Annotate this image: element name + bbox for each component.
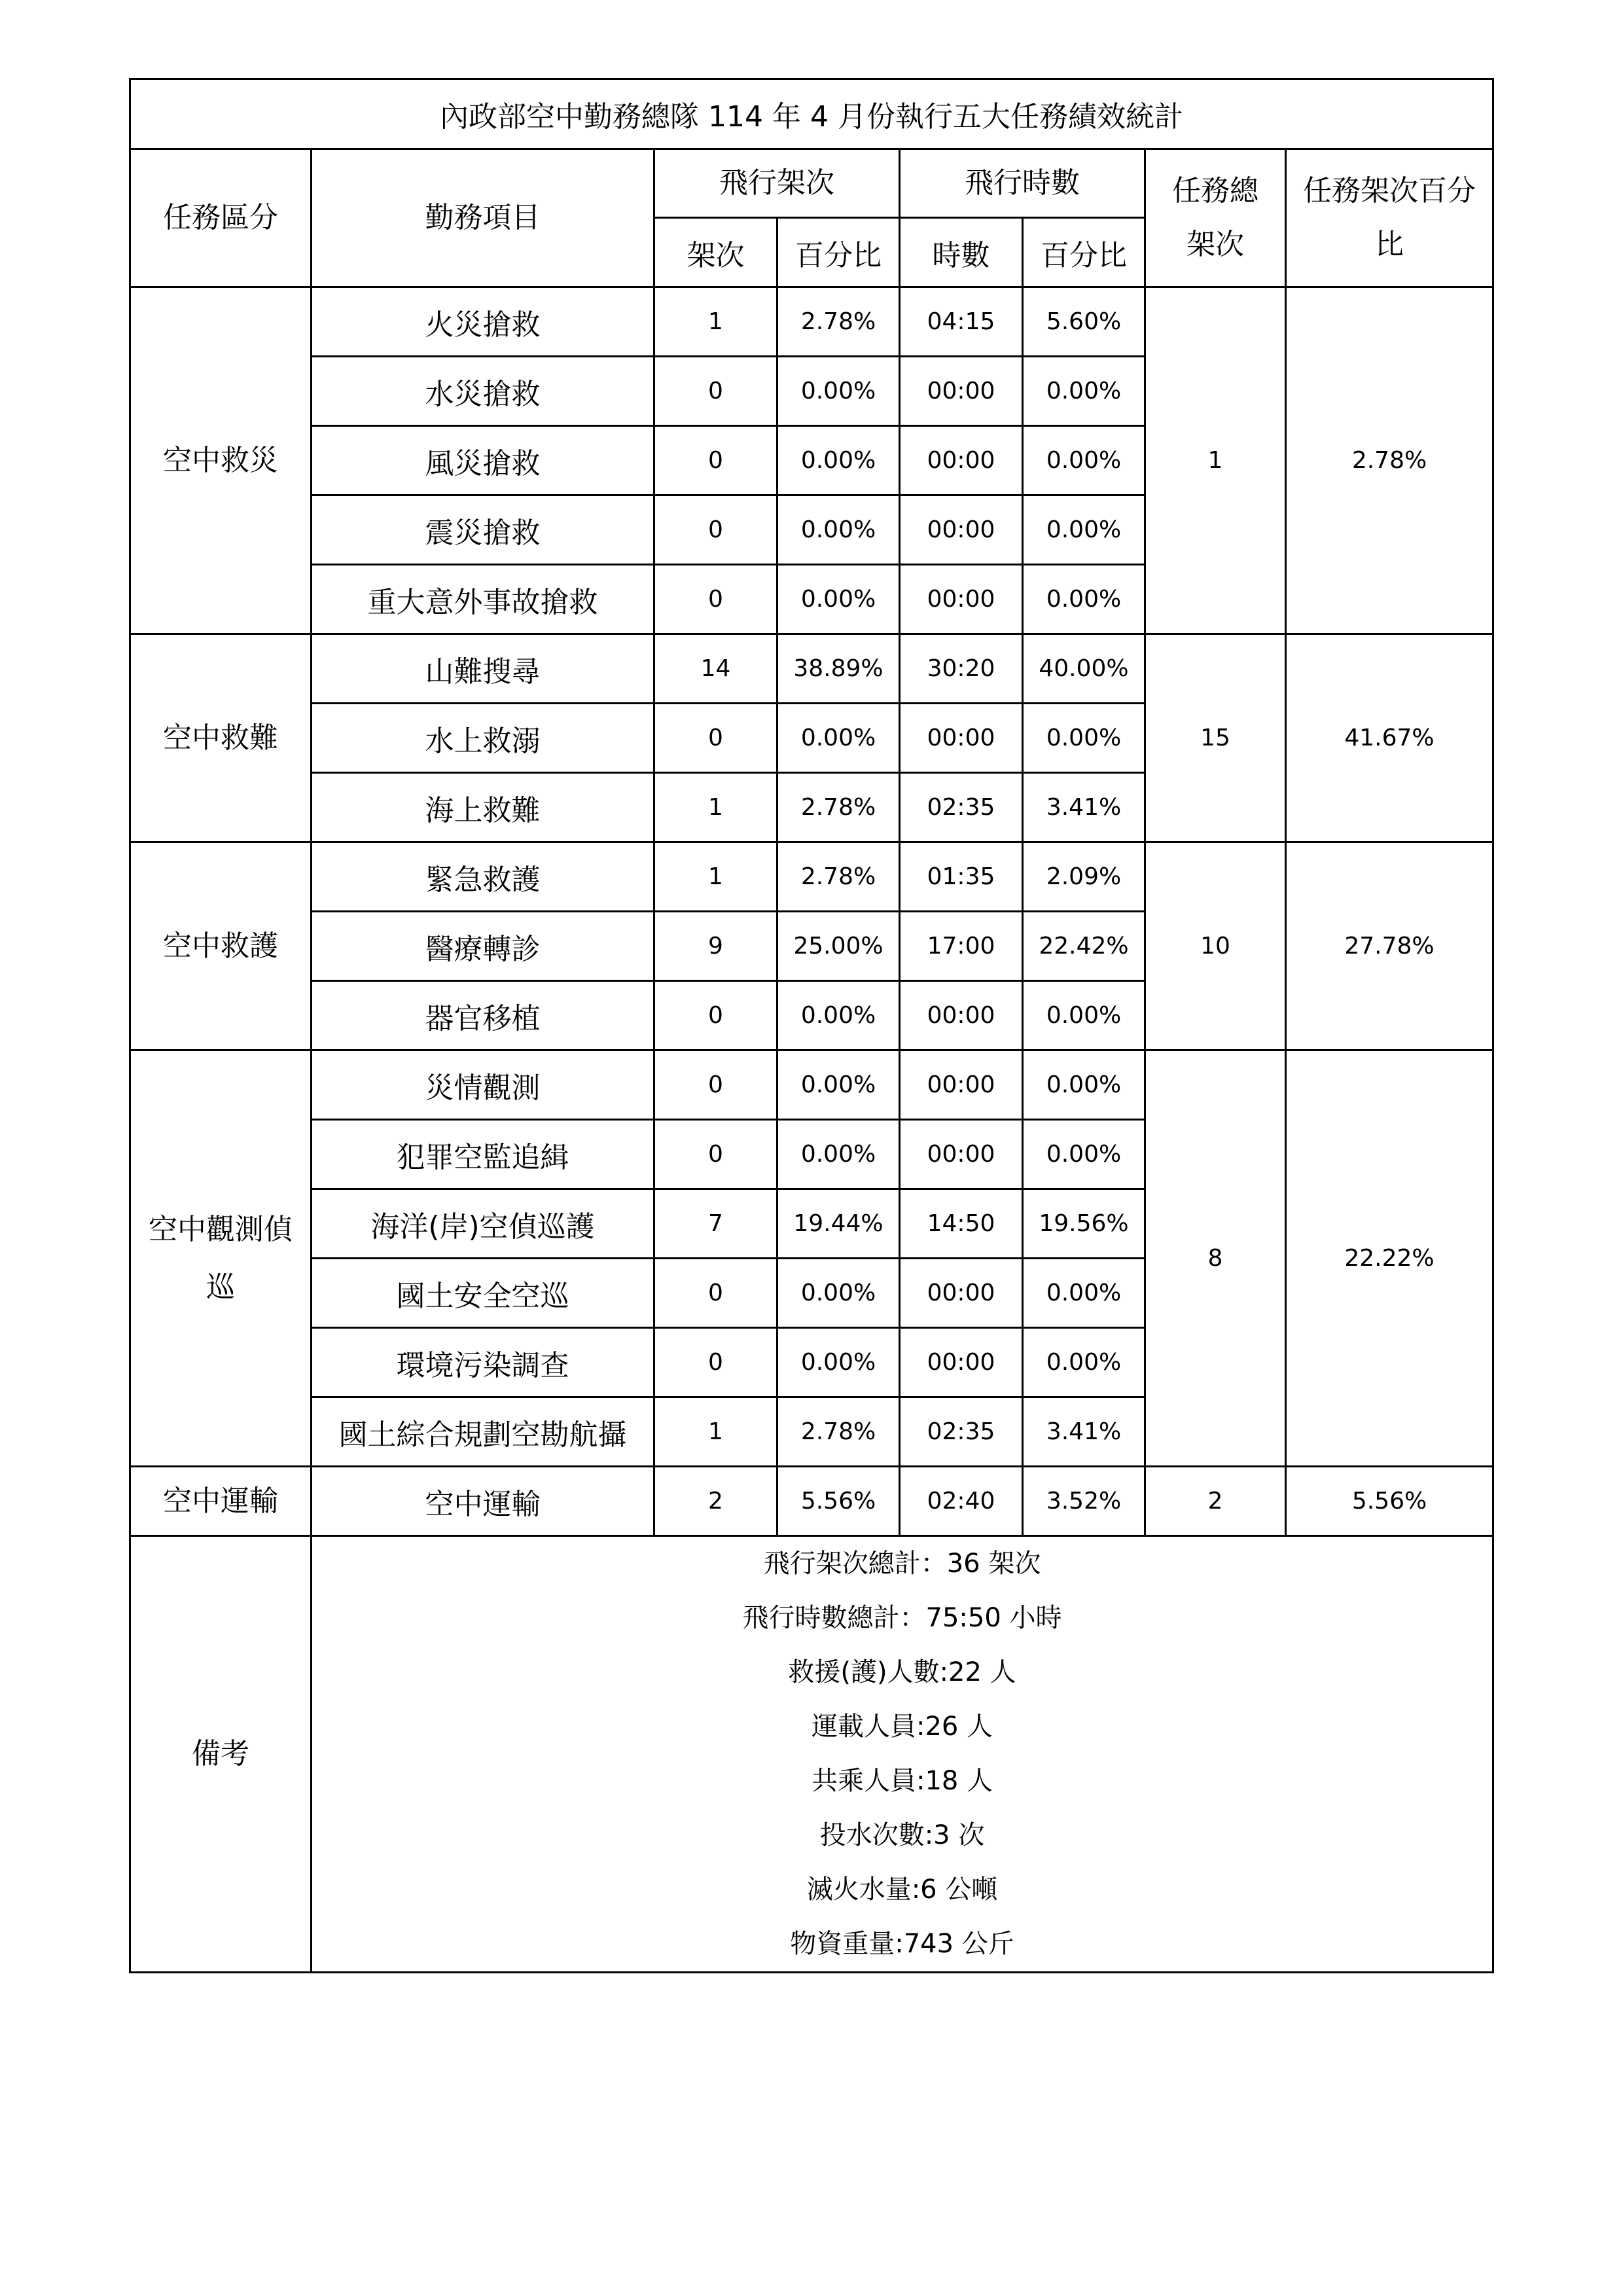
table-title: 內政部空中勤務總隊 114 年 4 月份執行五大任務績效統計 (130, 79, 1493, 149)
note-line: 投水次數:3 次 (819, 1820, 985, 1850)
hours-percent-value: 5.60% (1023, 287, 1145, 357)
hours-percent-value: 3.41% (1023, 773, 1145, 842)
sorties-percent-value: 0.00% (777, 704, 900, 773)
hours-percent-value: 0.00% (1023, 565, 1145, 634)
category-cell: 空中運輸 (130, 1467, 312, 1536)
hours-percent-value: 0.00% (1023, 495, 1145, 565)
category-cell: 空中救災 (130, 287, 312, 634)
category-total-sorties: 10 (1145, 842, 1286, 1050)
sorties-value: 0 (654, 1328, 777, 1397)
subheader-sorties: 架次 (654, 218, 777, 287)
table-row (130, 842, 1493, 912)
subheader-hours-percent: 百分比 (1023, 218, 1145, 287)
header-total-sorties: 任務總架次 (1145, 149, 1286, 287)
hours-value: 00:00 (900, 495, 1023, 565)
notes-label: 備考 (130, 1536, 312, 1973)
sorties-value: 0 (654, 981, 777, 1050)
hours-value: 04:15 (900, 287, 1023, 357)
sorties-value: 0 (654, 1120, 777, 1189)
hours-percent-value: 40.00% (1023, 634, 1145, 704)
item-name: 火災搶救 (312, 287, 654, 357)
header-hours: 飛行時數 (900, 149, 1145, 218)
subheader-sorties-percent: 百分比 (777, 218, 900, 287)
category-sortie-percent: 41.67% (1286, 634, 1493, 842)
sorties-percent-value: 0.00% (777, 981, 900, 1050)
header-category: 任務區分 (130, 149, 312, 287)
category-sortie-percent: 22.22% (1286, 1050, 1493, 1467)
item-name: 國土綜合規劃空勘航攝 (312, 1397, 654, 1467)
hours-value: 00:00 (900, 1328, 1023, 1397)
hours-value: 00:00 (900, 565, 1023, 634)
hours-value: 00:00 (900, 1120, 1023, 1189)
performance-table (129, 78, 1494, 1973)
sorties-value: 0 (654, 704, 777, 773)
item-name: 犯罪空監追緝 (312, 1120, 654, 1189)
hours-value: 30:20 (900, 634, 1023, 704)
sorties-percent-value: 0.00% (777, 1120, 900, 1189)
table-row (130, 1050, 1493, 1120)
item-name: 緊急救護 (312, 842, 654, 912)
header-flights: 飛行架次 (654, 149, 900, 218)
hours-percent-value: 0.00% (1023, 1050, 1145, 1120)
category-total-sorties: 1 (1145, 287, 1286, 634)
sorties-value: 1 (654, 842, 777, 912)
sorties-percent-value: 0.00% (777, 426, 900, 495)
sorties-value: 14 (654, 634, 777, 704)
item-name: 水上救溺 (312, 704, 654, 773)
sorties-value: 0 (654, 565, 777, 634)
category-cell: 空中觀測偵巡 (130, 1050, 312, 1467)
sorties-value: 1 (654, 287, 777, 357)
item-name: 災情觀測 (312, 1050, 654, 1120)
hours-percent-value: 2.09% (1023, 842, 1145, 912)
sorties-value: 0 (654, 1050, 777, 1120)
sorties-value: 1 (654, 1397, 777, 1467)
sorties-percent-value: 2.78% (777, 842, 900, 912)
sorties-value: 0 (654, 357, 777, 426)
hours-percent-value: 22.42% (1023, 912, 1145, 981)
hours-percent-value: 0.00% (1023, 426, 1145, 495)
hours-percent-value: 0.00% (1023, 357, 1145, 426)
item-name: 水災搶救 (312, 357, 654, 426)
item-name: 國土安全空巡 (312, 1259, 654, 1328)
item-name: 山難搜尋 (312, 634, 654, 704)
hours-percent-value: 0.00% (1023, 1259, 1145, 1328)
sorties-value: 0 (654, 426, 777, 495)
item-name: 海洋(岸)空偵巡護 (312, 1189, 654, 1259)
subheader-hours: 時數 (900, 218, 1023, 287)
sorties-value: 1 (654, 773, 777, 842)
sorties-percent-value: 5.56% (777, 1467, 900, 1536)
item-name: 醫療轉診 (312, 912, 654, 981)
hours-percent-value: 19.56% (1023, 1189, 1145, 1259)
sorties-percent-value: 2.78% (777, 1397, 900, 1467)
note-line: 飛行架次總計：36 架次 (763, 1549, 1041, 1579)
note-line: 物資重量:743 公斤 (790, 1929, 1014, 1959)
hours-value: 02:35 (900, 773, 1023, 842)
sorties-percent-value: 2.78% (777, 773, 900, 842)
table-row (130, 287, 1493, 357)
category-total-sorties: 2 (1145, 1467, 1286, 1536)
hours-value: 00:00 (900, 1050, 1023, 1120)
hours-value: 01:35 (900, 842, 1023, 912)
hours-percent-value: 0.00% (1023, 981, 1145, 1050)
sorties-value: 0 (654, 495, 777, 565)
hours-percent-value: 3.41% (1023, 1397, 1145, 1467)
notes-row (130, 1536, 1493, 1973)
hours-percent-value: 0.00% (1023, 704, 1145, 773)
item-name: 震災搶救 (312, 495, 654, 565)
sorties-percent-value: 25.00% (777, 912, 900, 981)
header-item: 勤務項目 (312, 149, 654, 287)
note-line: 飛行時數總計：75:50 小時 (742, 1603, 1062, 1633)
category-cell: 空中救護 (130, 842, 312, 1050)
item-name: 空中運輸 (312, 1467, 654, 1536)
sorties-percent-value: 38.89% (777, 634, 900, 704)
sorties-percent-value: 0.00% (777, 1328, 900, 1397)
hours-value: 00:00 (900, 1259, 1023, 1328)
table-row (130, 1467, 1493, 1536)
header-sortie-percent: 任務架次百分比 (1286, 149, 1493, 287)
sorties-percent-value: 19.44% (777, 1189, 900, 1259)
notes-content (312, 1536, 1493, 1973)
hours-percent-value: 0.00% (1023, 1328, 1145, 1397)
note-line: 滅火水量:6 公噸 (806, 1874, 998, 1905)
hours-percent-value: 0.00% (1023, 1120, 1145, 1189)
sorties-percent-value: 0.00% (777, 495, 900, 565)
hours-value: 00:00 (900, 426, 1023, 495)
sorties-percent-value: 0.00% (777, 1259, 900, 1328)
item-name: 風災搶救 (312, 426, 654, 495)
item-name: 環境污染調查 (312, 1328, 654, 1397)
sorties-percent-value: 2.78% (777, 287, 900, 357)
sorties-value: 9 (654, 912, 777, 981)
sorties-value: 7 (654, 1189, 777, 1259)
sorties-percent-value: 0.00% (777, 357, 900, 426)
hours-value: 00:00 (900, 704, 1023, 773)
hours-value: 02:40 (900, 1467, 1023, 1536)
note-line: 共乘人員:18 人 (811, 1766, 993, 1796)
sorties-value: 2 (654, 1467, 777, 1536)
hours-value: 17:00 (900, 912, 1023, 981)
category-sortie-percent: 27.78% (1286, 842, 1493, 1050)
item-name: 海上救難 (312, 773, 654, 842)
sorties-percent-value: 0.00% (777, 565, 900, 634)
category-sortie-percent: 2.78% (1286, 287, 1493, 634)
category-total-sorties: 8 (1145, 1050, 1286, 1467)
category-total-sorties: 15 (1145, 634, 1286, 842)
hours-percent-value: 3.52% (1023, 1467, 1145, 1536)
note-line: 運載人員:26 人 (811, 1712, 993, 1742)
hours-value: 14:50 (900, 1189, 1023, 1259)
sorties-percent-value: 0.00% (777, 1050, 900, 1120)
hours-value: 00:00 (900, 981, 1023, 1050)
category-sortie-percent: 5.56% (1286, 1467, 1493, 1536)
item-name: 重大意外事故搶救 (312, 565, 654, 634)
sorties-value: 0 (654, 1259, 777, 1328)
table-row (130, 634, 1493, 704)
hours-value: 00:00 (900, 357, 1023, 426)
item-name: 器官移植 (312, 981, 654, 1050)
note-line: 救援(護)人數:22 人 (788, 1657, 1016, 1687)
hours-value: 02:35 (900, 1397, 1023, 1467)
category-cell: 空中救難 (130, 634, 312, 842)
